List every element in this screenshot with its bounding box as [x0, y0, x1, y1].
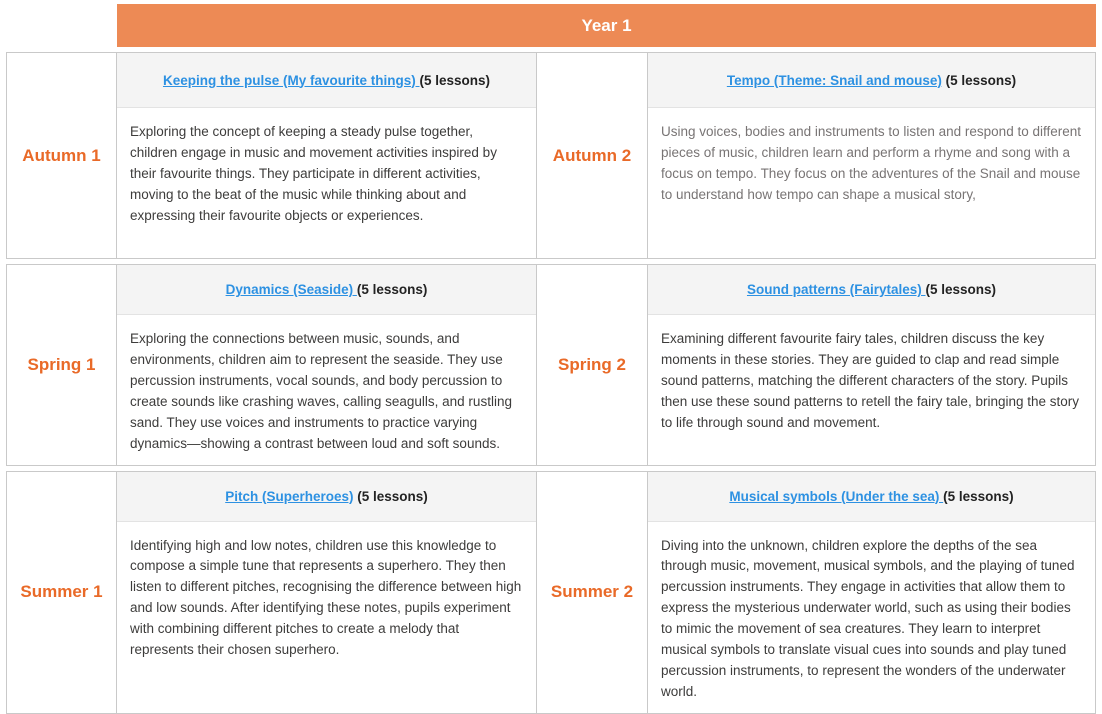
lesson-count: (5 lessons) — [356, 282, 428, 297]
lesson-count: (5 lessons) — [419, 72, 491, 88]
unit-link-pitch[interactable]: Pitch (Superheroes) — [225, 488, 354, 504]
unit-title — [727, 73, 1016, 88]
unit-title — [163, 73, 490, 88]
unit-title-strip — [648, 472, 1095, 522]
unit-title-strip — [117, 472, 536, 522]
term-label: Summer 1 — [20, 582, 103, 602]
unit-cell-tempo — [648, 53, 1095, 258]
lesson-count: (5 lessons) — [925, 282, 997, 297]
term-label: Autumn 1 — [22, 145, 101, 165]
unit-description: Diving into the unknown, children explore the depths of the sea through music, movement, musical symbols, and the playing of tuned percussion instruments. They engage in activities that allow them to express the mysterious underwater world, such as using their bodies to mimic the movement of sea creatures. They learn to interpret musical symbols to translate visual cues into sounds and play tuned percussion instruments, to represent the wonders of the underwater world. — [661, 537, 1075, 699]
unit-description: Examining different favourite fairy tales, children discuss the key moments in these stories. They are guided to clap and read simple sound patterns, matching the different characters of the story. Pupils then use these sound patterns to retell the fairy tale, bringing the story to life through sound and movement. — [661, 331, 1079, 430]
unit-title — [747, 282, 996, 297]
term-label: Autumn 2 — [552, 145, 632, 165]
unit-link-keeping-the-pulse[interactable]: Keeping the pulse (My favourite things) — [162, 72, 420, 88]
unit-title — [729, 489, 1013, 504]
year-header — [117, 4, 1096, 47]
term-cell-autumn-1 — [7, 53, 117, 258]
unit-link-sound-patterns[interactable]: Sound patterns (Fairytales) — [746, 282, 926, 297]
unit-link-tempo[interactable]: Tempo (Theme: Snail and mouse) — [726, 72, 942, 88]
lesson-count: (5 lessons) — [943, 488, 1014, 504]
unit-description: Exploring the connections between music, sounds, and environments, children aim to represent the seaside. They use percussion instruments, vocal sounds, and body percussion to create sounds like crashing waves, calling seagulls, and rustling sand. They use voices and instruments to practice varying dynamics—showing a contrast between loud and soft sounds. — [130, 331, 512, 451]
term-cell-spring-1 — [7, 265, 117, 465]
unit-cell-keeping-the-pulse — [117, 53, 536, 258]
unit-title-strip — [117, 53, 536, 108]
unit-link-dynamics[interactable]: Dynamics (Seaside) — [225, 282, 357, 297]
unit-title — [225, 489, 428, 504]
unit-description: Identifying high and low notes, children use this knowledge to compose a simple tune that represents a superhero. They then listen to different pitches, recognising the difference between high and low sounds. After identifying these notes, pupils experiment with combining different pitches to create a melody that represents their chosen superhero. — [130, 537, 522, 658]
lesson-count: (5 lessons) — [353, 488, 428, 504]
unit-title-strip — [648, 53, 1095, 108]
term-cell-spring-2 — [536, 265, 648, 465]
unit-cell-sound-patterns — [648, 265, 1095, 465]
row-autumn — [6, 52, 1096, 259]
unit-title — [226, 282, 428, 297]
unit-link-musical-symbols[interactable]: Musical symbols (Under the sea) — [729, 488, 944, 504]
term-label: Summer 2 — [550, 582, 634, 602]
unit-cell-musical-symbols — [648, 472, 1095, 713]
term-cell-autumn-2 — [536, 53, 648, 258]
year-header-label: Year 1 — [581, 15, 632, 35]
term-cell-summer-1 — [7, 472, 117, 713]
unit-description: Using voices, bodies and instruments to listen and respond to different pieces of music, children learn and perform a rhyme and song with a focus on tempo. They focus on the adventures of the Snail and mouse to understand how tempo can shape a musical story, — [661, 124, 1081, 202]
lesson-count: (5 lessons) — [941, 72, 1017, 88]
row-summer — [6, 471, 1096, 714]
term-label: Spring 2 — [557, 354, 626, 374]
row-spring — [6, 264, 1096, 466]
unit-title-strip — [648, 265, 1095, 315]
term-label: Spring 1 — [27, 354, 96, 374]
unit-title-strip — [117, 265, 536, 315]
unit-cell-dynamics — [117, 265, 536, 465]
unit-cell-pitch — [117, 472, 536, 713]
unit-description: Exploring the concept of keeping a steady pulse together, children engage in music and movement activities inspired by their favourite things. They participate in different activities, moving to the beat of the music while thinking about and expressing their favourite objects or experiences. — [130, 124, 497, 223]
term-cell-summer-2 — [536, 472, 648, 713]
